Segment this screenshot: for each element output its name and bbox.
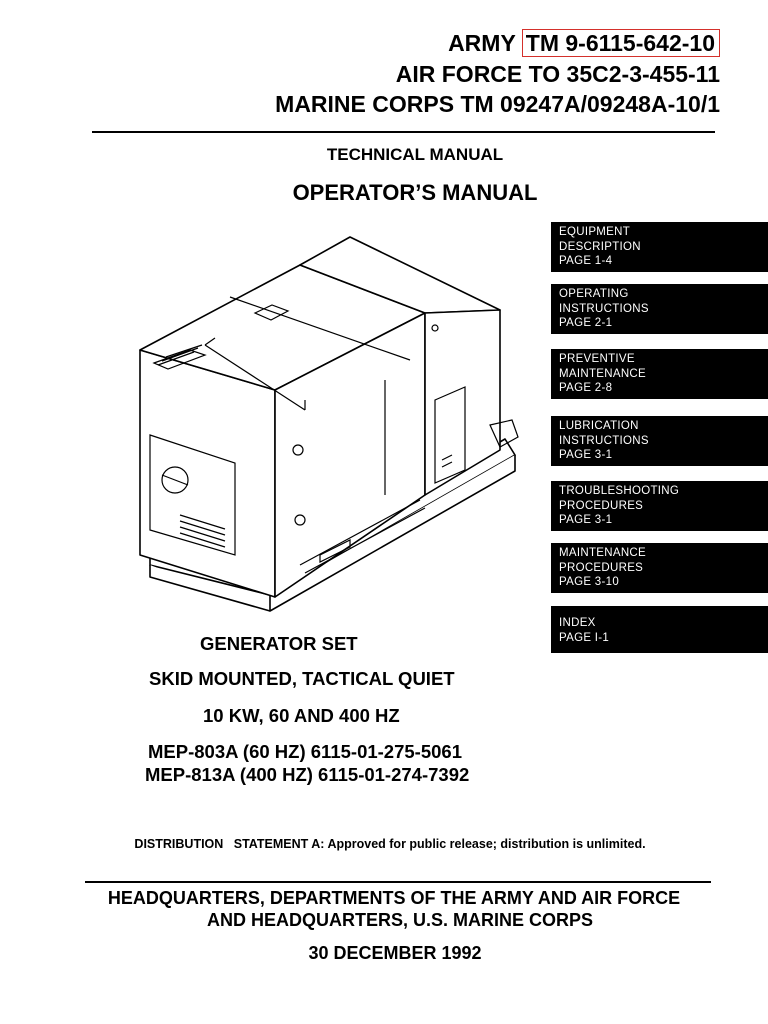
headquarters-line-2: AND HEADQUARTERS, U.S. MARINE CORPS [206, 910, 594, 930]
tab-line: INDEX [559, 617, 596, 629]
tab-operating-instructions[interactable] [551, 284, 768, 334]
tab-line: INSTRUCTIONS [559, 302, 649, 315]
tab-line: PREVENTIVE [559, 353, 635, 365]
marine-corps-tm-line: MARINE CORPS TM 09247A/09248A-10/1 [275, 91, 720, 117]
tab-lubrication-instructions[interactable] [551, 416, 768, 466]
tab-line: TROUBLESHOOTING [559, 485, 680, 497]
tab-line: PAGE 1-4 [559, 255, 613, 267]
tab-line: PAGE 2-8 [559, 382, 613, 394]
tab-line: PAGE 3-1 [559, 514, 613, 526]
tab-line: DESCRIPTION [559, 240, 641, 253]
tab-preventive-maintenance[interactable] [551, 349, 768, 399]
model-mep-803a: MEP-803A (60 HZ) 6115-01-275-5061 [148, 741, 462, 762]
equipment-rating: 10 KW, 60 AND 400 HZ [203, 705, 400, 726]
tab-index[interactable] [551, 606, 768, 653]
tab-line: LUBRICATION [559, 420, 639, 432]
tab-line: INSTRUCTIONS [559, 434, 649, 447]
footer-rule [85, 881, 711, 883]
model-mep-813a: MEP-813A (400 HZ) 6115-01-274-7392 [145, 764, 470, 785]
army-tm-number: TM 9-6115-642-10 [522, 29, 720, 57]
army-tm-line [448, 28, 720, 58]
tab-line: PROCEDURES [559, 499, 644, 512]
tab-troubleshooting-procedures[interactable] [551, 481, 768, 531]
tab-line: EQUIPMENT [559, 226, 631, 238]
air-force-tm-line: AIR FORCE TO 35C2-3-455-11 [395, 61, 720, 87]
distribution-statement: DISTRIBUTION STATEMENT A: Approved for public release; distribution is unlimited. [134, 837, 646, 851]
equipment-name: GENERATOR SET [200, 633, 358, 654]
publication-date: 30 DECEMBER 1992 [308, 943, 482, 963]
tab-line: OPERATING [559, 288, 629, 300]
equipment-type: SKID MOUNTED, TACTICAL QUIET [149, 668, 455, 689]
headquarters-line-1: HEADQUARTERS, DEPARTMENTS OF THE ARMY AND AIR FORCE [107, 888, 681, 908]
tab-equipment-description[interactable] [551, 222, 768, 272]
tab-line: PROCEDURES [559, 561, 644, 574]
army-prefix: ARMY [448, 30, 522, 56]
doc-type: TECHNICAL MANUAL [326, 145, 504, 164]
generator-set-illustration [120, 225, 520, 620]
tab-maintenance-procedures[interactable] [551, 543, 768, 593]
tab-line: PAGE I-1 [559, 631, 610, 644]
tab-line: PAGE 3-10 [559, 576, 620, 588]
doc-title: OPERATOR’S MANUAL [292, 180, 538, 205]
tab-line: MAINTENANCE [559, 547, 647, 559]
header-rule [92, 131, 715, 133]
tab-line: PAGE 2-1 [559, 317, 613, 329]
tab-line: PAGE 3-1 [559, 449, 613, 461]
tab-line: MAINTENANCE [559, 367, 647, 380]
